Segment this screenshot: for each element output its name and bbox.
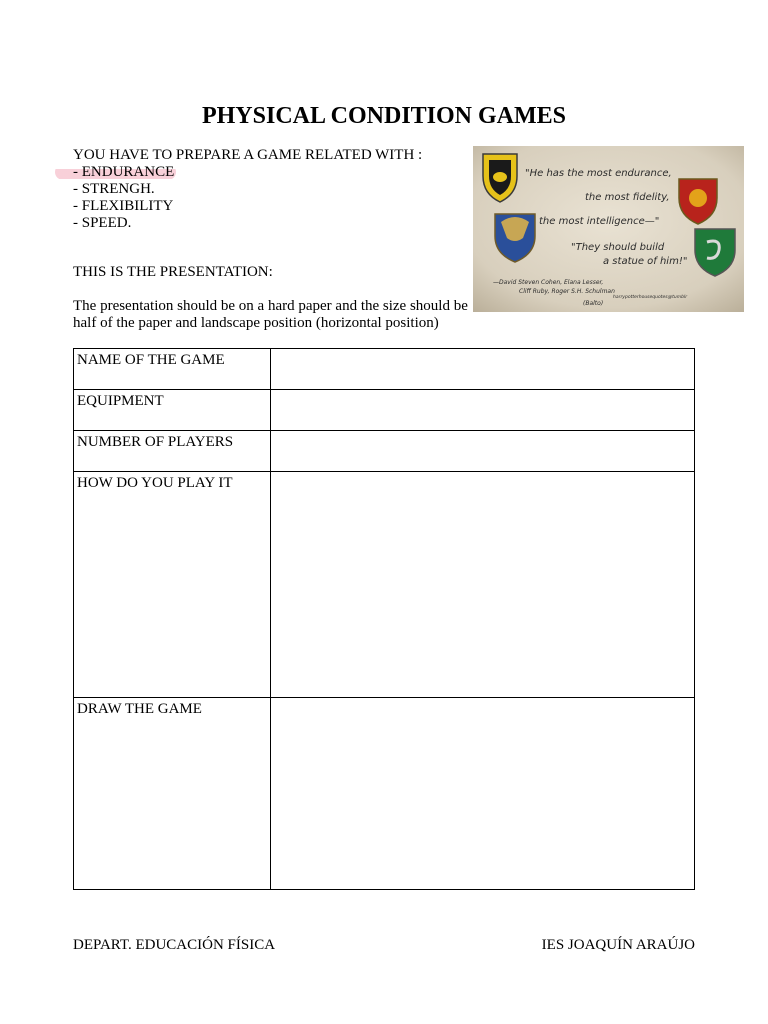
game-form-table (73, 348, 695, 890)
name-of-game-field[interactable] (271, 349, 695, 390)
how-to-play-field[interactable] (271, 472, 695, 698)
table-row (74, 472, 695, 698)
number-of-players-field[interactable] (271, 431, 695, 472)
intro-heading: YOU HAVE TO PREPARE A GAME RELATED WITH : (73, 147, 423, 163)
row-label: HOW DO YOU PLAY IT (74, 472, 271, 698)
intro-block (73, 147, 422, 232)
table-row (74, 390, 695, 431)
footer-department: DEPART. EDUCACIÓN FÍSICA (73, 937, 276, 953)
equipment-field[interactable] (271, 390, 695, 431)
watermark-text: harrypotterhousequotes@tumblr (613, 295, 688, 300)
table-row (74, 431, 695, 472)
row-label: NAME OF THE GAME (74, 349, 271, 390)
draw-the-game-field[interactable] (271, 698, 695, 890)
row-label: DRAW THE GAME (74, 698, 271, 890)
intro-item: - SPEED. (73, 215, 132, 231)
intro-item (73, 164, 422, 181)
quote-line: a statue of him!" (603, 256, 688, 267)
table-row (74, 698, 695, 890)
intro-item: - FLEXIBILITY (73, 198, 174, 214)
credit-line: (Balto) (583, 300, 604, 307)
presentation-label: THIS IS THE PRESENTATION: (73, 264, 273, 280)
presentation-instructions: The presentation should be on a hard paper and the size should be half of the paper and landscape position (horizontal position) (73, 298, 468, 331)
house-quote-image (473, 146, 744, 312)
page-title: PHYSICAL CONDITION GAMES (201, 103, 567, 129)
quote-line: "He has the most endurance, (525, 168, 672, 179)
quote-line: the most intelligence—" (539, 216, 660, 227)
intro-item: - STRENGH. (73, 181, 155, 197)
table-row (74, 349, 695, 390)
highlighted-item: - ENDURANCE (55, 164, 176, 180)
footer-school: IES JOAQUÍN ARAÚJO (541, 937, 695, 953)
credit-line: —David Steven Cohen, Elana Lesser, (493, 279, 604, 286)
credit-line: Cliff Ruby, Roger S.H. Schulman (519, 288, 615, 295)
quote-line: "They should build (571, 242, 665, 253)
row-label: NUMBER OF PLAYERS (74, 431, 271, 472)
quote-line: the most fidelity, (585, 192, 670, 203)
row-label: EQUIPMENT (74, 390, 271, 431)
